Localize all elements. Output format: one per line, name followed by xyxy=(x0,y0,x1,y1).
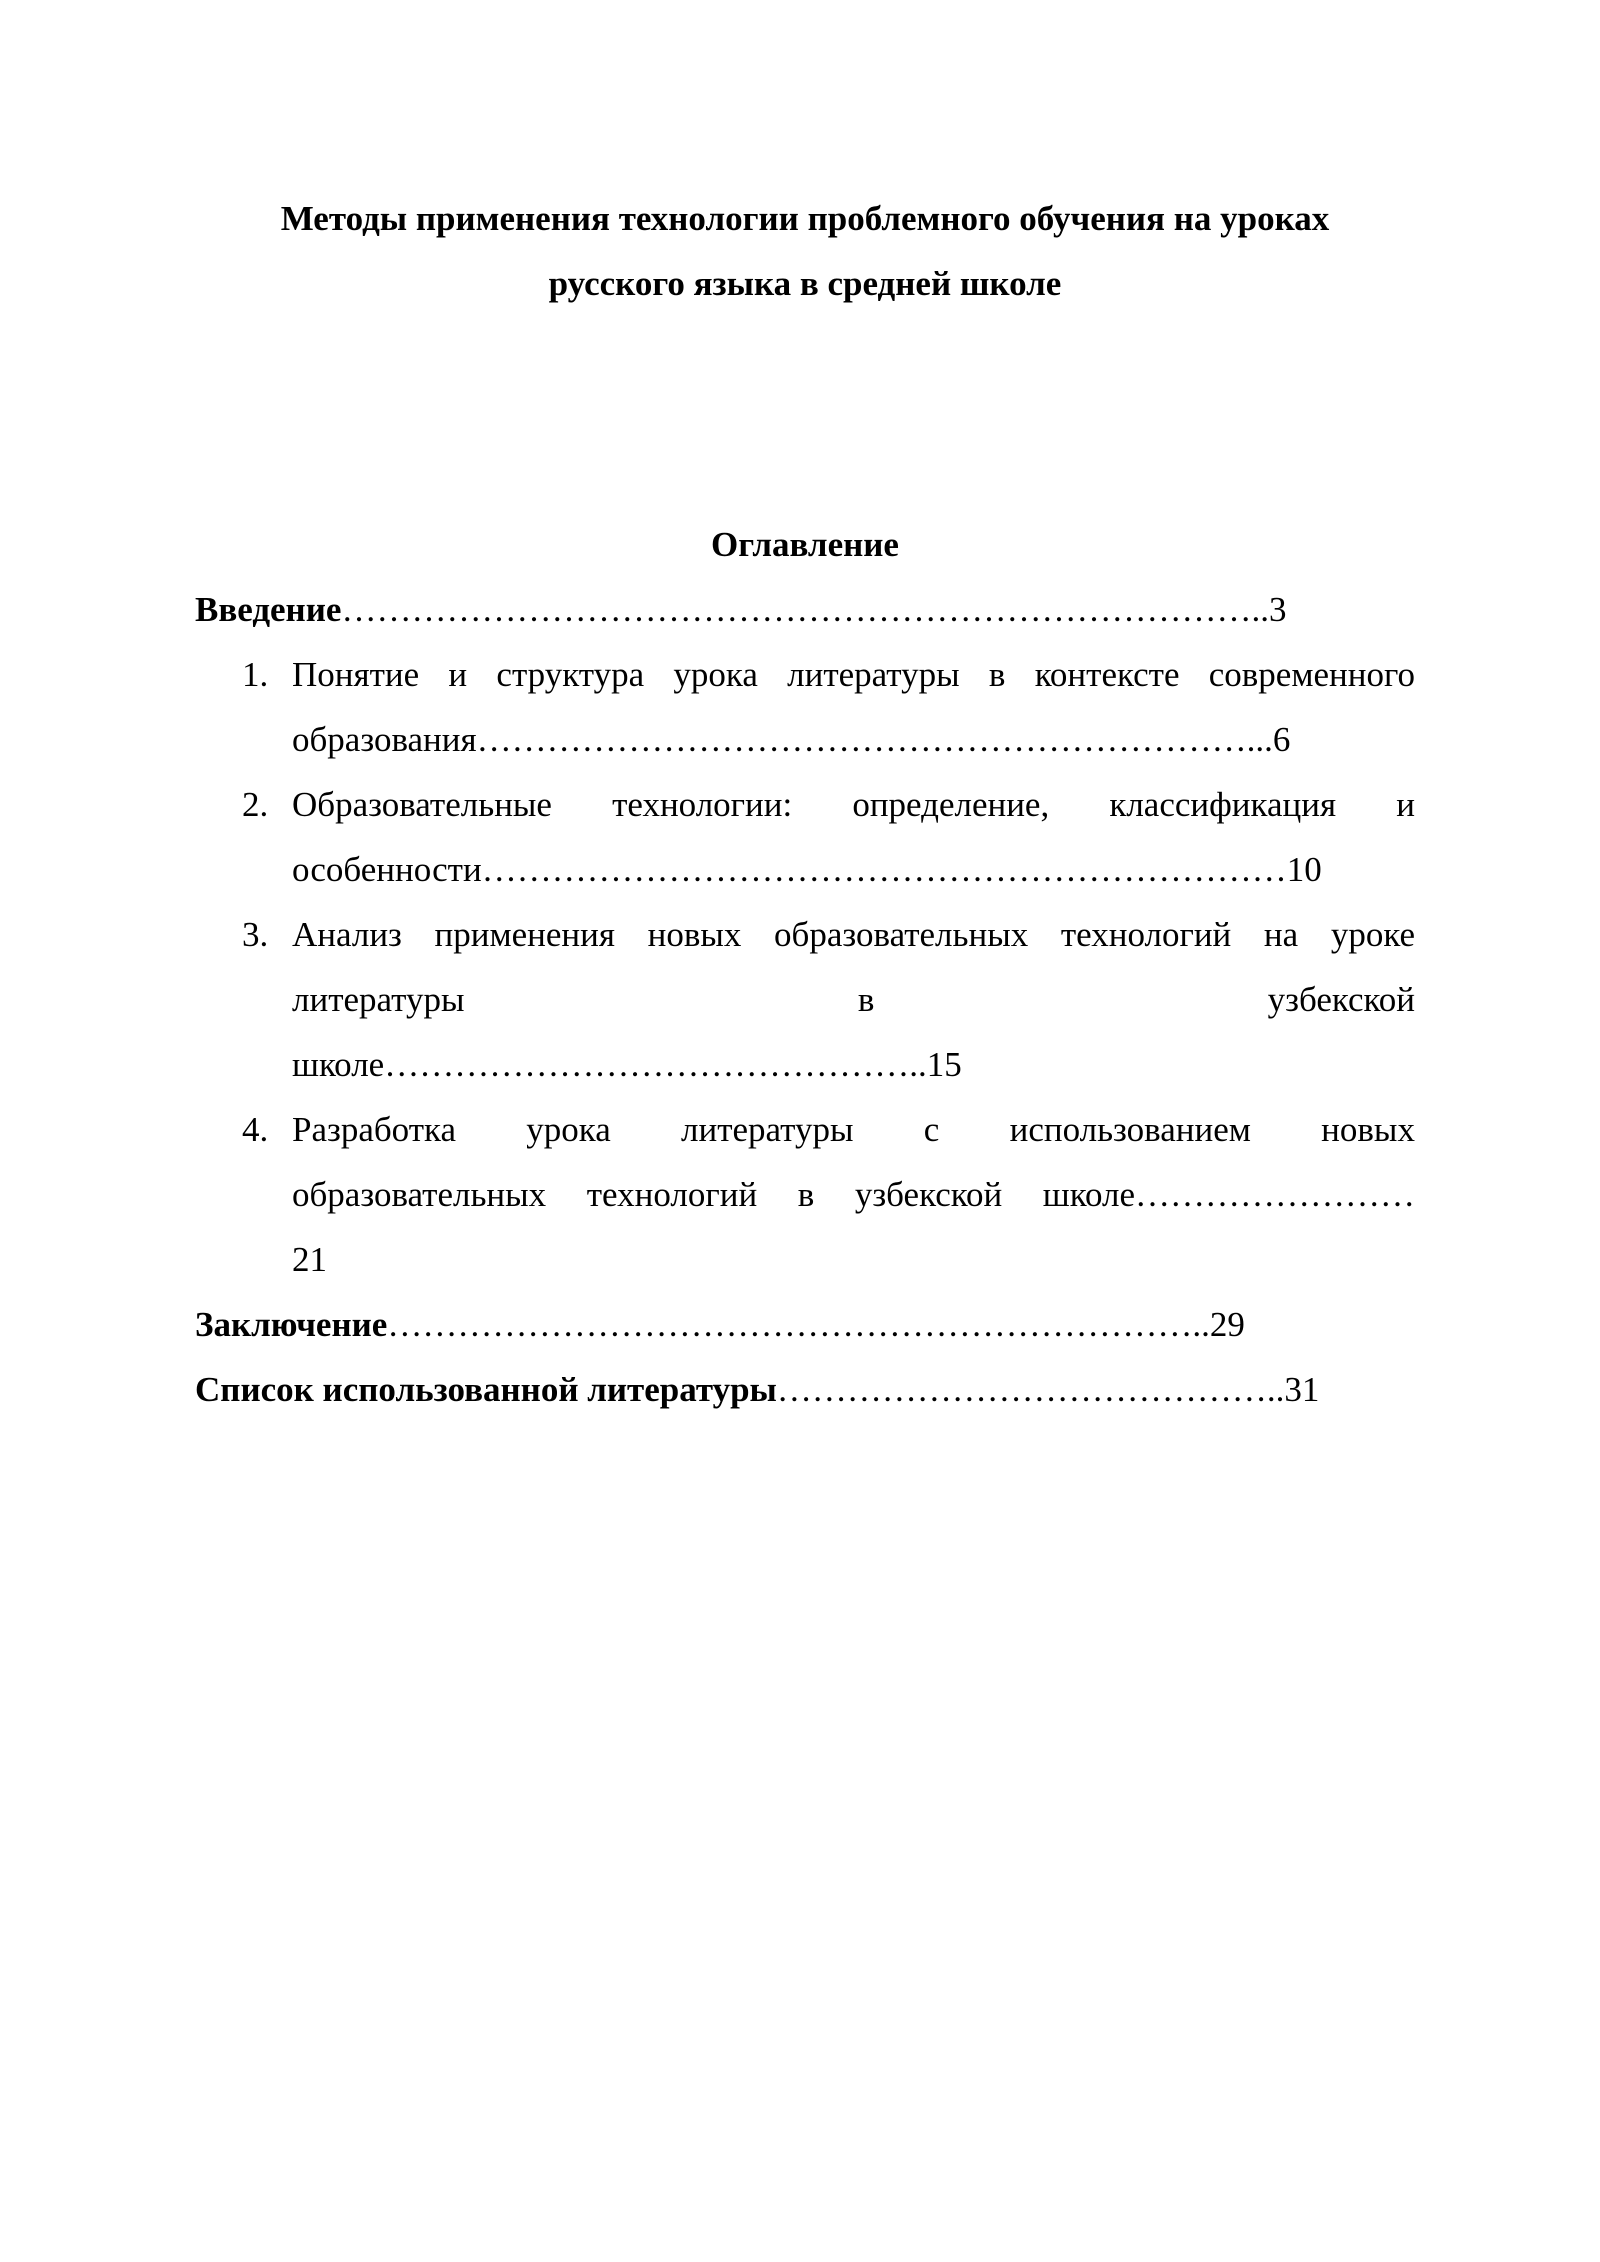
toc-entry-references xyxy=(195,1357,1415,1422)
word: образовательных xyxy=(774,915,1029,954)
toc-entry-1 xyxy=(195,642,1415,772)
toc-item-text: образования xyxy=(292,720,477,759)
toc-dot-leader: …………………………………………………………………….. xyxy=(341,590,1269,629)
toc-item-line xyxy=(292,772,1415,837)
word: новых xyxy=(1321,1110,1415,1149)
toc-item-number: 1. xyxy=(242,655,269,694)
word: в xyxy=(857,980,875,1019)
toc-entry-label: Введение xyxy=(195,590,342,629)
word: литературы xyxy=(787,655,960,694)
word: определение, xyxy=(852,785,1050,824)
toc-heading: Оглавление xyxy=(711,525,899,564)
table-of-contents xyxy=(195,577,1415,1422)
toc-page-number: 10 xyxy=(1286,850,1322,889)
toc-item-line xyxy=(292,707,1415,772)
word: применения xyxy=(434,915,615,954)
document-title xyxy=(195,186,1415,316)
toc-entry-4 xyxy=(195,1097,1415,1292)
toc-page-number: 3 xyxy=(1268,590,1287,629)
toc-item-line xyxy=(292,1032,1415,1097)
word: в xyxy=(988,655,1006,694)
word: современного xyxy=(1208,655,1415,694)
word: контексте xyxy=(1034,655,1180,694)
toc-dot-leader: …………………………………….. xyxy=(776,1370,1285,1409)
toc-entry-label: Список использованной литературы xyxy=(195,1370,777,1409)
toc-page-number: 29 xyxy=(1209,1305,1245,1344)
toc-dot-leader: …………………………………………………………….. xyxy=(387,1305,1210,1344)
toc-dot-leader: …………………………………………………………... xyxy=(476,720,1273,759)
word: новых xyxy=(647,915,742,954)
toc-item-text: школе xyxy=(292,1045,385,1084)
word: Разработка xyxy=(292,1110,457,1149)
word: Образовательные xyxy=(292,785,552,824)
toc-dot-leader: …………………………………………………………… xyxy=(481,850,1287,889)
word: технологий xyxy=(586,1175,758,1214)
word: на xyxy=(1263,915,1299,954)
toc-page-number: 15 xyxy=(926,1045,962,1084)
toc-item-line xyxy=(292,1097,1415,1162)
word: урока xyxy=(673,655,758,694)
word: узбекской xyxy=(854,1175,1003,1214)
toc-item-line xyxy=(292,1227,1415,1292)
word: литературы xyxy=(292,980,465,1019)
toc-entry-label: Заключение xyxy=(195,1305,388,1344)
word: и xyxy=(448,655,468,694)
toc-entry-2 xyxy=(195,772,1415,902)
toc-entry-intro xyxy=(195,577,1415,642)
toc-entry-conclusion xyxy=(195,1292,1415,1357)
title-line-1: Методы применения технологии проблемного обучения на уроках xyxy=(280,199,1330,238)
toc-entry-3 xyxy=(195,902,1415,1097)
word: урока xyxy=(526,1110,611,1149)
toc-page-number: 6 xyxy=(1272,720,1291,759)
title-line-2: русского языка в средней школе xyxy=(548,264,1062,303)
word: и xyxy=(1396,785,1415,824)
word: Понятие xyxy=(292,655,420,694)
toc-item-line xyxy=(292,642,1415,707)
word: образовательных xyxy=(292,1175,547,1214)
toc-item-text: особенности xyxy=(292,850,482,889)
word: классификация xyxy=(1109,785,1337,824)
toc-item-line xyxy=(292,902,1415,967)
word: Анализ xyxy=(292,915,402,954)
word: школе…………………… xyxy=(1042,1175,1415,1214)
word: технологий xyxy=(1060,915,1232,954)
toc-item-line xyxy=(292,967,1415,1032)
toc-item-number: 3. xyxy=(242,915,269,954)
toc-item-line xyxy=(292,1162,1415,1227)
word: с xyxy=(923,1110,940,1149)
toc-item-number: 4. xyxy=(242,1110,269,1149)
toc-item-number: 2. xyxy=(242,785,269,824)
word: литературы xyxy=(681,1110,854,1149)
toc-page-number: 21 xyxy=(292,1240,327,1279)
word: технологии: xyxy=(612,785,793,824)
word: уроке xyxy=(1330,915,1415,954)
word: структура xyxy=(496,655,645,694)
word: в xyxy=(797,1175,815,1214)
word: использованием xyxy=(1009,1110,1251,1149)
toc-page-number: 31 xyxy=(1284,1370,1320,1409)
toc-dot-leader: ……………………………………….. xyxy=(384,1045,927,1084)
word: узбекской xyxy=(1267,980,1415,1019)
toc-item-line xyxy=(292,837,1415,902)
